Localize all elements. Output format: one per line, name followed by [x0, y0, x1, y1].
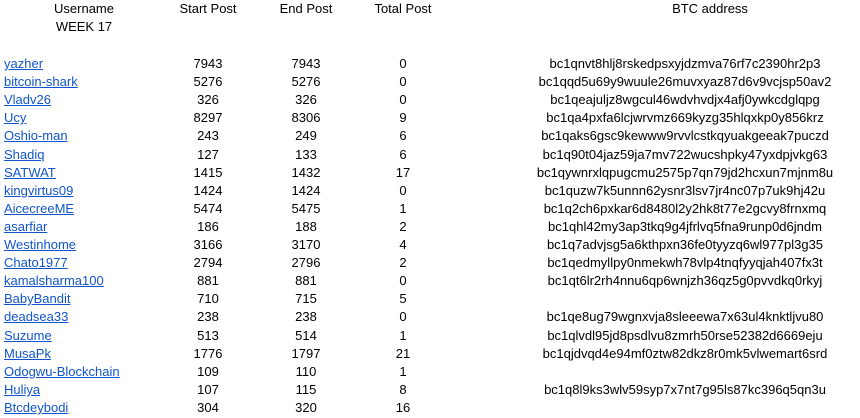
btc-address-cell: bc1q90t04jaz59ja7mv722wucshpky47yxdpjvkg63: [542, 147, 828, 162]
end-post-cell: 249: [295, 128, 317, 143]
start-post-cell: 243: [197, 128, 219, 143]
end-post-cell: 2796: [291, 255, 321, 270]
btc-address-cell: bc1qnvt8hlj8rskedpsxyjdzmva76rf7c2390hr2p3: [549, 56, 821, 71]
end-post-cell: 133: [295, 147, 317, 162]
total-post-cell: 6: [399, 128, 407, 143]
start-post-cell: 5276: [193, 74, 223, 89]
start-post-cell: 238: [197, 309, 219, 324]
start-post-cell: 107: [197, 382, 219, 397]
username-link[interactable]: deadsea33: [4, 309, 69, 324]
start-post-cell: 304: [197, 400, 219, 415]
username-cell: [4, 273, 104, 288]
btc-address-cell: bc1qlvdl95jd8psdlvu8zmrh50rse52382d6669eju: [547, 328, 823, 343]
username-cell: [4, 165, 56, 180]
btc-address-cell: bc1qeajuljz8wgcul46wdvhvdjx4afj0ywkcdglqpg: [550, 92, 820, 107]
username-cell: [4, 328, 52, 343]
username-link[interactable]: Btcdeybodi: [4, 400, 69, 415]
btc-address-cell: bc1qedmyllpy0nmekwh78vlp4tnqfyyqjah407fx3t: [547, 255, 823, 270]
end-post-cell: 5475: [291, 201, 321, 216]
btc-address-cell: bc1qe8ug79wgnxvja8sleeewa7x63ul4knktljvu80: [546, 309, 824, 324]
username-link[interactable]: asarfiar: [4, 219, 48, 234]
total-post-cell: 21: [395, 346, 411, 361]
total-post-cell: 1: [399, 328, 407, 343]
btc-address-cell: bc1q2ch6pxkar6d8480l2y2hk8t77e2gcvy8frnxmq: [543, 201, 827, 216]
start-post-cell: 186: [197, 219, 219, 234]
username-cell: [4, 128, 68, 143]
start-post-cell: 8297: [193, 110, 223, 125]
end-post-cell: 1797: [291, 346, 321, 361]
total-post-cell: 16: [395, 400, 411, 415]
total-post-cell: 1: [399, 201, 407, 216]
total-post-cell: 0: [399, 74, 407, 89]
total-post-cell: 0: [399, 183, 407, 198]
start-post-cell: 1424: [193, 183, 223, 198]
btc-address-cell: bc1q7advjsg5a6kthpxn36fe0tyyzq6wl977pl3g35: [546, 237, 824, 252]
btc-address-cell: bc1q8l9ks3wlv59syp7x7nt7g95ls87kc396q5qn3u: [544, 382, 826, 397]
end-post-cell: 238: [295, 309, 317, 324]
end-post-cell: 7943: [291, 56, 321, 71]
end-post-cell: 715: [295, 291, 317, 306]
total-post-cell: 8: [399, 382, 407, 397]
username-cell: [4, 201, 74, 216]
header-week: WEEK 17: [55, 19, 113, 34]
username-link[interactable]: SATWAT: [4, 165, 56, 180]
username-cell: [4, 147, 44, 162]
end-post-cell: 1424: [291, 183, 321, 198]
username-cell: [4, 346, 51, 361]
header-start-post: Start Post: [179, 1, 237, 16]
btc-address-cell: bc1qywnrxlqpugcmu2575p7qn79jd2hcxun7mjnm8u: [536, 165, 834, 180]
username-link[interactable]: AicecreeME: [4, 201, 75, 216]
btc-address-cell: bc1quzw7k5unnn62ysnr3lsv7jr4nc07p7uk9hj42u: [544, 183, 826, 198]
end-post-cell: 115: [295, 382, 317, 397]
start-post-cell: 3166: [193, 237, 223, 252]
username-cell: [4, 364, 120, 379]
start-post-cell: 1415: [193, 165, 223, 180]
total-post-cell: 5: [399, 291, 407, 306]
username-link[interactable]: Ucy: [4, 110, 27, 125]
header-end-post: End Post: [279, 1, 333, 16]
username-link[interactable]: Westinhome: [4, 237, 77, 252]
end-post-cell: 881: [295, 273, 317, 288]
username-link[interactable]: Shadiq: [4, 147, 45, 162]
username-cell: [4, 237, 76, 252]
username-cell: [4, 291, 71, 306]
total-post-cell: 6: [399, 147, 407, 162]
end-post-cell: 5276: [291, 74, 321, 89]
username-link[interactable]: Suzume: [4, 328, 52, 343]
username-link[interactable]: kamalsharma100: [4, 273, 104, 288]
start-post-cell: 710: [197, 291, 219, 306]
end-post-cell: 326: [295, 92, 317, 107]
username-link[interactable]: Vladv26: [4, 92, 51, 107]
start-post-cell: 7943: [193, 56, 223, 71]
username-link[interactable]: Chato1977: [4, 255, 68, 270]
username-link[interactable]: Odogwu-Blockchain: [4, 364, 120, 379]
username-cell: [4, 382, 40, 397]
total-post-cell: 0: [399, 309, 407, 324]
end-post-cell: 110: [295, 364, 317, 379]
username-link[interactable]: Oshio-man: [4, 128, 68, 143]
username-cell: [4, 255, 68, 270]
total-post-cell: 2: [399, 255, 407, 270]
start-post-cell: 127: [197, 147, 219, 162]
end-post-cell: 320: [295, 400, 317, 415]
btc-address-cell: bc1qa4pxfa6lcjwrvmz669kyzg35hlqxkp0y856krz: [546, 110, 824, 125]
start-post-cell: 326: [197, 92, 219, 107]
username-link[interactable]: bitcoin-shark: [4, 74, 78, 89]
end-post-cell: 188: [295, 219, 317, 234]
total-post-cell: 9: [399, 110, 407, 125]
btc-address-cell: bc1qjdvqd4e94mf0ztw82dkz8r0mk5vlwemart6srd: [542, 346, 828, 361]
total-post-cell: 0: [399, 56, 407, 71]
username-link[interactable]: yazher: [4, 56, 44, 71]
total-post-cell: 0: [399, 273, 407, 288]
username-cell: [4, 110, 26, 125]
username-link[interactable]: kingvirtus09: [4, 183, 74, 198]
username-cell: [4, 92, 51, 107]
end-post-cell: 3170: [291, 237, 321, 252]
username-cell: [4, 309, 68, 324]
total-post-cell: 17: [395, 165, 411, 180]
start-post-cell: 1776: [193, 346, 223, 361]
start-post-cell: 513: [197, 328, 219, 343]
header-total-post: Total Post: [374, 1, 432, 16]
start-post-cell: 109: [197, 364, 219, 379]
end-post-cell: 1432: [291, 165, 321, 180]
username-cell: [4, 74, 78, 89]
btc-address-cell: bc1qhl42my3ap3tkq9g4jfrlvq5fna9runp0d6jndm: [548, 219, 822, 234]
start-post-cell: 5474: [193, 201, 223, 216]
total-post-cell: 4: [399, 237, 407, 252]
username-link[interactable]: MusaPk: [4, 346, 51, 361]
username-cell: [4, 219, 47, 234]
total-post-cell: 1: [399, 364, 407, 379]
start-post-cell: 2794: [193, 255, 223, 270]
end-post-cell: 514: [295, 328, 317, 343]
btc-address-cell: bc1qaks6gsc9kewww9rvvlcstkqyuakgeeak7puczd: [541, 128, 829, 143]
btc-address-cell: bc1qt6lr2rh4nnu6qp6wnjzh36qz5g0pvvdkq0rkyj: [547, 273, 823, 288]
username-cell: [4, 56, 43, 71]
total-post-cell: 0: [399, 92, 407, 107]
total-post-cell: 2: [399, 219, 407, 234]
username-link[interactable]: Huliya: [4, 382, 41, 397]
btc-address-cell: bc1qqd5u69y9wuule26muvxyaz87d6v9vcjsp50av2: [538, 74, 832, 89]
header-btc-address: BTC address: [672, 1, 748, 16]
header-username: Username: [54, 1, 114, 16]
start-post-cell: 881: [197, 273, 219, 288]
end-post-cell: 8306: [291, 110, 321, 125]
username-link[interactable]: BabyBandit: [4, 291, 71, 306]
username-cell: [4, 183, 73, 198]
username-cell: [4, 400, 68, 415]
